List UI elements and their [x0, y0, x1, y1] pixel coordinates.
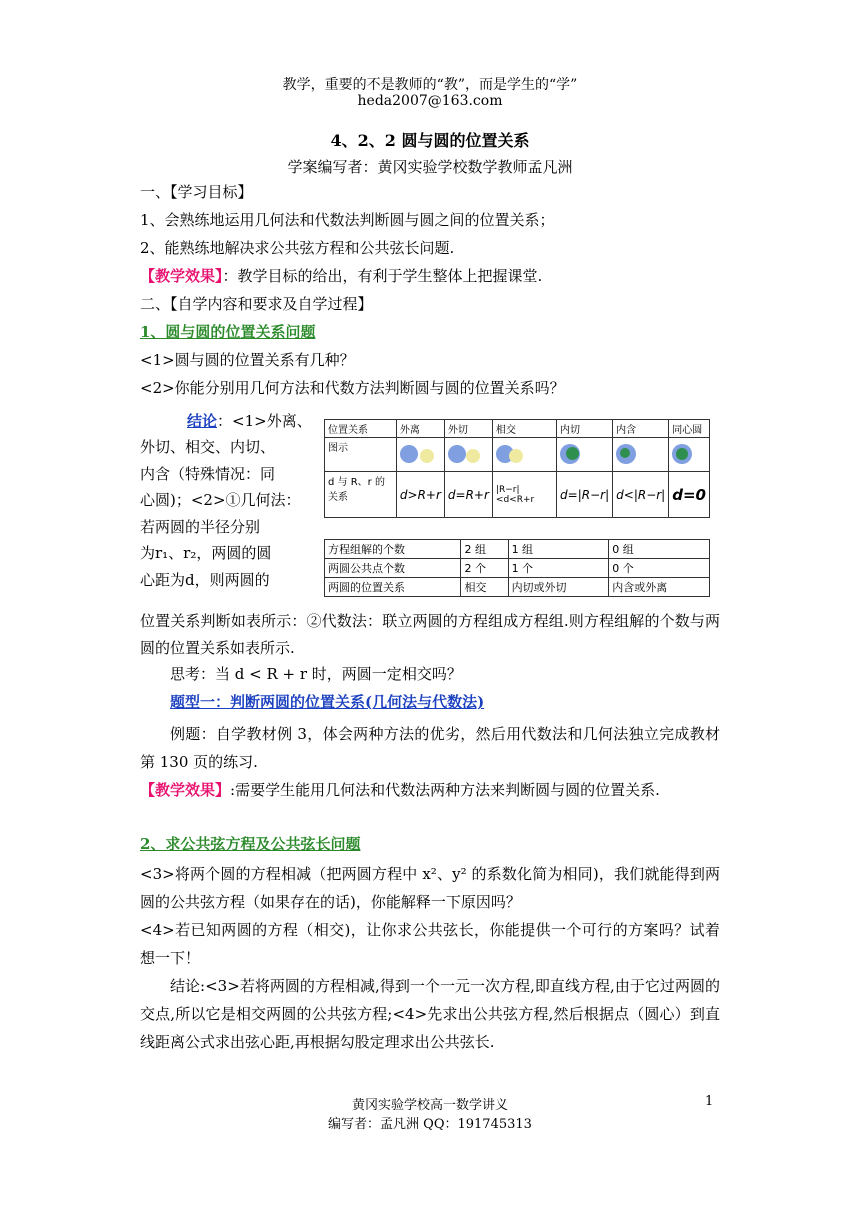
question-3: <3>将两个圆的方程相减（把两圆方程中 x²、y² 的系数化简为相同)，我们就能得到两圆的公共弦方程（如果存在的话)，你能解释一下原因吗？: [140, 865, 720, 911]
external-circles-figure: [396, 438, 444, 472]
conclusion-tail: 位置关系判断如表所示：②代数法：联立两圆的方程组成方程组.则方程组解的个数与两圆的位置关系如表所示.: [140, 612, 720, 657]
table2-row-3: 两圆的位置关系 相交 内切或外切 内含或外离: [325, 578, 710, 597]
algebra-table: [324, 539, 710, 597]
question-2: <2>你能分别用几何方法和代数方法判断圆与圆的位置关系吗？: [140, 379, 565, 397]
effect2-tag: 【教学效果】: [140, 781, 231, 799]
table1-figure-row: 图示: [325, 438, 710, 472]
section2-heading: 二、【自学内容和要求及自学过程】: [140, 295, 373, 313]
author-line: 学案编写者：黄冈实验学校数学教师孟凡洲: [287, 158, 573, 176]
question-1: <1>圆与圆的位置关系有几种？: [140, 351, 355, 369]
contained-figure: [613, 438, 669, 472]
effect-1: [140, 266, 720, 287]
table1-header-row: 位置关系 外离 外切 相交 内切 内含 同心圆: [325, 420, 710, 438]
table1-relation-row: d 与 R、r 的关系 d>R+r d=R+r |R−r|<d<R+r d=|R−r| d<|R−r| d=0: [325, 472, 710, 518]
effect2-text: :需要学生能用几何法和代数法两种方法来判断圆与圆的位置关系.: [230, 781, 660, 799]
conclusion-tag: 结论: [187, 412, 218, 430]
concentric-figure: [669, 438, 710, 472]
intersecting-figure: [492, 438, 556, 472]
header-slogan: 教学，重要的不是教师的“教”，而是学生的“学”: [282, 77, 578, 93]
subheading-2: 2、求公共弦方程及公共弦长问题: [140, 835, 361, 853]
conclusion-column: [187, 408, 317, 434]
internally-tangent-figure: [557, 438, 613, 472]
table2-row-1: 方程组解的个数 2 组 1 组 0 组: [325, 540, 710, 559]
footer-author: 编写者：孟凡洲 QQ：191745313: [328, 1117, 532, 1132]
effect-text: ：教学目标的给出，有利于学生整体上把握课堂.: [222, 267, 543, 285]
header-email: heda2007@163.com: [357, 93, 503, 109]
type1-line: [140, 692, 720, 713]
geometry-table: [324, 419, 710, 518]
externally-tangent-figure: [444, 438, 492, 472]
example-text: 例题：自学教材例 3，体会两种方法的优劣，然后用代数法和几何法独立完成教材第 130 页的练习.: [140, 725, 720, 771]
question-4: <4>若已知两圆的方程（相交)，让你求公共弦长，你能提供一个可行的方案吗？试着想一下！: [140, 921, 720, 967]
goal-item-2: 2、能熟练地解决求公共弦方程和公共弦长问题.: [140, 239, 455, 257]
effect-2: [140, 776, 720, 804]
page-title: 4、2、2 圆与圆的位置关系: [330, 131, 530, 150]
conclusion-line-0: 结论：<1>外离、: [187, 412, 312, 430]
conclusion-2: 结论:<3>若将两圆的方程相减,得到一个一元一次方程,即直线方程,由于它过两圆的交点,所以它是相交两圆的公共弦方程;<4>先求出公共弦方程,然后根据点（圆心）到直线距离公式求出弦心距,再根据勾股定理求出公共弦长.: [140, 977, 720, 1051]
goal-item-1: 1、会熟练地运用几何法和代数法判断圆与圆之间的位置关系；: [140, 211, 555, 229]
think-question: 思考：当 d < R + r 时，两圆一定相交吗？: [170, 665, 462, 683]
conclusion-lines: 外切、相交、内切、 内含（特殊情况：同 心圆)；<2>①几何法： 若两圆的半径分别 为r₁、r₂，两圆的圆 心距为d，则两圆的: [140, 438, 301, 589]
type1-heading: 题型一：判断两圆的位置关系(几何法与代数法): [170, 693, 485, 711]
subheading-1: 1、圆与圆的位置关系问题: [140, 323, 316, 341]
footer-title: 黄冈实验学校高一数学讲义: [351, 1098, 508, 1113]
page-number: 1: [705, 1094, 714, 1109]
table2-row-2: 两圆公共点个数 2 个 1 个 0 个: [325, 559, 710, 578]
section1-heading: 一、【学习目标】: [140, 183, 253, 201]
effect-tag: 【教学效果】: [140, 267, 223, 285]
